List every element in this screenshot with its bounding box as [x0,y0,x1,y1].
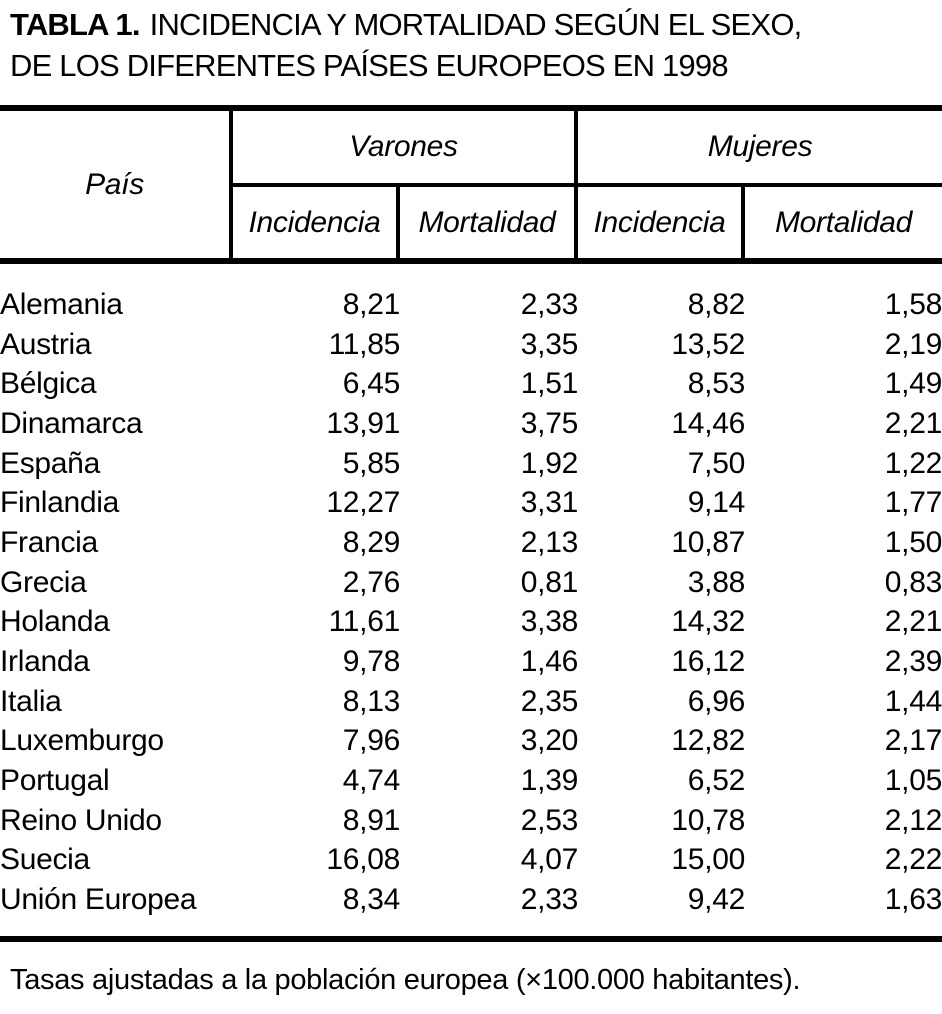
varones-incidencia-cell: 8,91 [342,803,400,837]
mujeres-mortalidad-cell: 1,49 [884,367,942,401]
varones-mortalidad-cell: 3,35 [520,327,578,361]
varones-mortalidad-cell: 1,39 [520,764,578,798]
mujeres-mortalidad-cell: 2,19 [884,327,942,361]
varones-mortalidad-cell: 0,81 [520,565,578,599]
table-title-text2: DE LOS DIFERENTES PAÍSES EUROPEOS EN 1998 [10,48,728,83]
mujeres-incidencia-cell: 13,52 [671,327,745,361]
table-row [0,880,942,920]
mujeres-mortalidad-cell: 2,17 [884,724,942,758]
country-cell: España [0,446,100,480]
mujeres-mortalidad-cell: 1,44 [884,684,942,718]
mujeres-mortalidad-cell: 1,22 [884,446,942,480]
varones-mortalidad-cell: 4,07 [520,843,578,877]
country-cell: Dinamarca [0,406,143,440]
table-row [0,523,942,563]
table-title [10,4,940,86]
bottom-rule [0,936,942,942]
country-cell: Unión Europea [0,883,197,917]
mujeres-incidencia-cell: 14,32 [671,605,745,639]
varones-mortalidad-cell: 3,20 [520,724,578,758]
table-title-text1: INCIDENCIA Y MORTALIDAD SEGÚN EL SEXO, [149,7,802,42]
subheader-varones-incidencia: Incidencia [233,187,400,258]
table-row [0,285,942,325]
country-cell: Grecia [0,565,87,599]
varones-mortalidad-cell: 2,35 [520,684,578,718]
mujeres-mortalidad-cell: 2,21 [884,605,942,639]
varones-mortalidad-cell: 1,92 [520,446,578,480]
data-table [0,285,942,920]
mujeres-mortalidad-cell: 2,22 [884,843,942,877]
varones-mortalidad-cell: 2,53 [520,803,578,837]
varones-mortalidad-cell: 2,13 [520,525,578,559]
varones-incidencia-cell: 2,76 [342,565,400,599]
varones-incidencia-cell: 7,96 [342,724,400,758]
country-cell: Luxemburgo [0,724,164,758]
country-cell: Irlanda [0,645,90,679]
mujeres-incidencia-cell: 10,87 [671,525,745,559]
subheader-mujeres-mortalidad: Mortalidad [774,205,913,239]
mujeres-incidencia-cell: 8,53 [687,367,745,401]
table-row [0,404,942,444]
mujeres-incidencia-cell: 7,50 [687,446,745,480]
subheader-mujeres-incidencia: Incidencia [578,187,745,258]
table-row [0,801,942,841]
varones-incidencia-cell: 8,21 [342,287,400,321]
footnote: Tasas ajustadas a la población europea (×100.000 habitantes). [10,964,801,996]
varones-incidencia-cell: 5,85 [342,446,400,480]
country-cell: Finlandia [0,486,120,520]
country-cell: Alemania [0,287,123,321]
table-row [0,483,942,523]
mujeres-incidencia-cell: 16,12 [671,645,745,679]
mujeres-incidencia-cell: 9,14 [687,486,745,520]
table-row [0,364,942,404]
varones-incidencia-cell: 8,29 [342,525,400,559]
varones-mortalidad-cell: 1,46 [520,645,578,679]
table-row [0,603,942,643]
country-cell: Francia [0,525,98,559]
varones-incidencia-cell: 8,13 [342,684,400,718]
country-cell: Holanda [0,605,110,639]
varones-mortalidad-cell: 1,51 [520,367,578,401]
varones-incidencia-cell: 11,61 [328,605,400,639]
varones-mortalidad-cell: 3,75 [520,406,578,440]
varones-mortalidad-cell: 3,31 [520,486,578,520]
country-cell: Bélgica [0,367,97,401]
table-row [0,325,942,365]
mujeres-incidencia-cell: 8,82 [687,287,745,321]
mujeres-incidencia-cell: 14,46 [671,406,745,440]
mujeres-incidencia-cell: 15,00 [671,843,745,877]
mujeres-mortalidad-cell: 1,58 [884,287,942,321]
mujeres-mortalidad-cell: 0,83 [884,565,942,599]
varones-incidencia-cell: 12,27 [326,486,400,520]
mujeres-incidencia-cell: 10,78 [671,803,745,837]
country-cell: Reino Unido [0,803,162,837]
table-row [0,841,942,881]
mujeres-mortalidad-cell: 2,21 [884,406,942,440]
table-row [0,444,942,484]
table-row [0,682,942,722]
header-pais: País [0,111,233,258]
country-cell: Suecia [0,843,90,877]
table-row [0,563,942,603]
varones-incidencia-cell: 11,85 [328,327,400,361]
varones-incidencia-cell: 8,34 [342,883,400,917]
country-cell: Austria [0,327,92,361]
subheader-varones-mortalidad: Mortalidad [400,187,578,258]
table-row [0,761,942,801]
table-number-label: TABLA 1. [10,7,140,42]
varones-incidencia-cell: 16,08 [326,843,400,877]
header-group-varones: Varones [233,111,578,187]
mujeres-mortalidad-cell: 1,77 [884,486,942,520]
varones-incidencia-cell: 13,91 [326,406,400,440]
mujeres-incidencia-cell: 3,88 [687,565,745,599]
header-group-mujeres: Mujeres [578,111,942,187]
country-cell: Portugal [0,764,110,798]
table-row [0,642,942,682]
mujeres-incidencia-cell: 6,52 [687,764,745,798]
table-row [0,722,942,762]
mujeres-mortalidad-cell: 1,50 [884,525,942,559]
table-header [0,105,942,264]
varones-mortalidad-cell: 2,33 [520,883,578,917]
varones-incidencia-cell: 9,78 [342,645,400,679]
varones-mortalidad-cell: 3,38 [520,605,578,639]
table-title-line1 [10,4,940,45]
varones-incidencia-cell: 6,45 [342,367,400,401]
mujeres-incidencia-cell: 12,82 [671,724,745,758]
mujeres-mortalidad-cell: 2,12 [884,803,942,837]
varones-mortalidad-cell: 2,33 [520,287,578,321]
mujeres-mortalidad-cell: 1,05 [884,764,942,798]
varones-incidencia-cell: 4,74 [342,764,400,798]
mujeres-mortalidad-cell: 2,39 [884,645,942,679]
mujeres-incidencia-cell: 6,96 [687,684,745,718]
mujeres-mortalidad-cell: 1,63 [884,883,942,917]
mujeres-incidencia-cell: 9,42 [687,883,745,917]
country-cell: Italia [0,684,62,718]
